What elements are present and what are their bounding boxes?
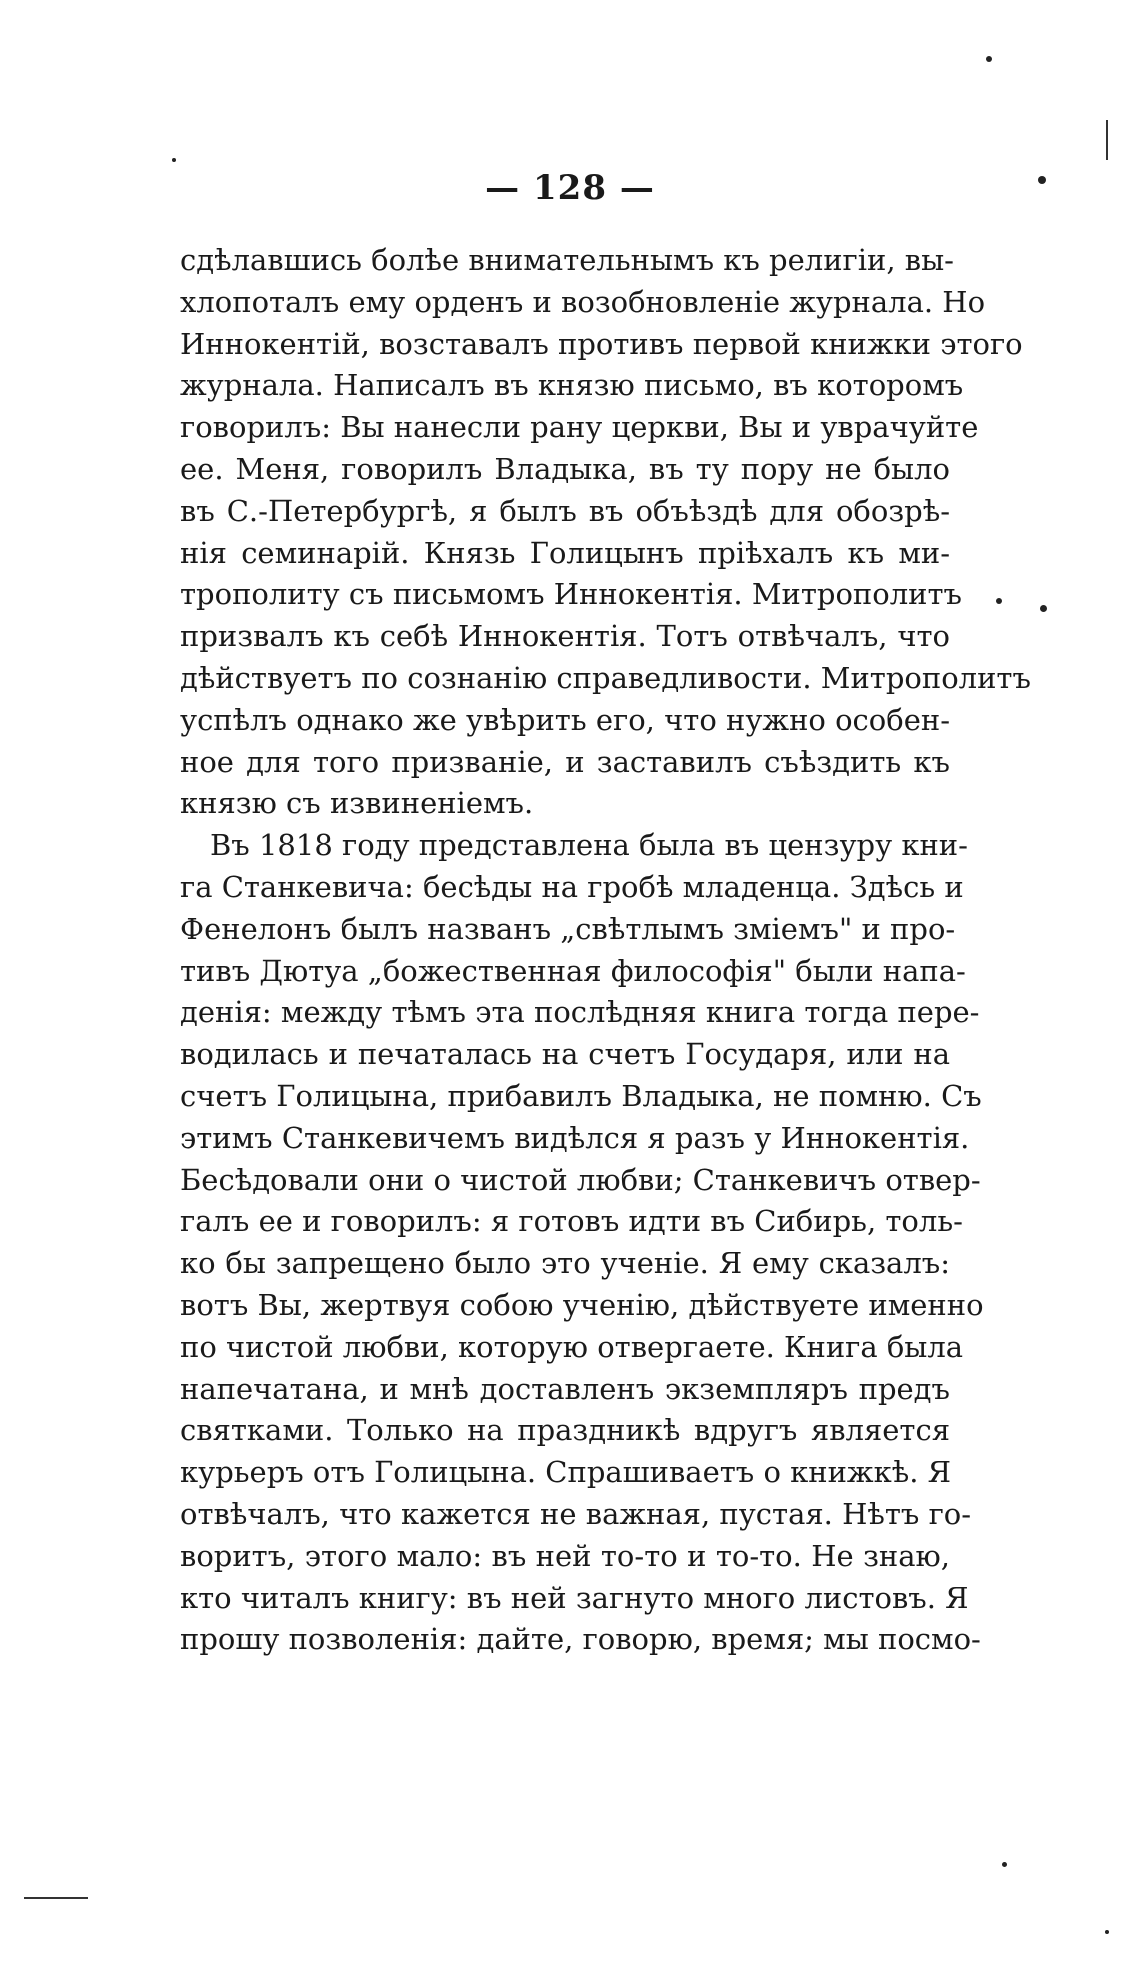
text-line: дѣйствуетъ по сознанію справедливости. Митрополитъ [180, 660, 1031, 695]
text-line: Въ 1818 году представлена была въ цензуру кни- [210, 828, 968, 863]
scan-speck [1038, 176, 1046, 184]
text-line: святками. Только на праздникѣ вдругъ является [180, 1413, 950, 1448]
text-line: водилась и печаталась на счетъ Государя, или на [180, 1037, 950, 1072]
text-line: въ С.-Петербургѣ, я былъ въ объѣздѣ для обозрѣ- [180, 493, 950, 528]
text-line: курьеръ отъ Голицына. Спрашиваетъ о книжкѣ. Я [180, 1455, 952, 1490]
text-line: говорилъ: Вы нанесли рану церкви, Вы и уврачуйте [180, 410, 979, 445]
text-line: хлопоталъ ему орденъ и возобновленіе журнала. Но [180, 284, 986, 319]
text-line: призвалъ къ себѣ Иннокентія. Тотъ отвѣчалъ, что [180, 619, 950, 654]
text-line: воритъ, этого мало: въ ней то-то и то-то. Не знаю, [180, 1538, 950, 1573]
page-number: — 128 — [485, 168, 655, 208]
text-line: тивъ Дютуа „божественная философія" были напа- [180, 953, 966, 988]
text-line: ко бы запрещено было это ученіе. Я ему сказалъ: [180, 1246, 950, 1281]
text-line: Фенелонъ былъ названъ „свѣтлымъ змiемъ" и про- [180, 911, 956, 946]
text-line: ее. Меня, говорилъ Владыка, въ ту пору не было [180, 451, 950, 486]
text-line: га Станкевича: бесѣды на гробѣ младенца. Здѣсь и [180, 869, 964, 904]
text-line: князю съ извиненіемъ. [180, 786, 534, 821]
scan-speck [986, 56, 992, 62]
text-line: кто читалъ книгу: въ ней загнуто много листовъ. Я [180, 1580, 969, 1615]
text-line: галъ ее и говорилъ: я готовъ идти въ Сибирь, толь- [180, 1204, 963, 1239]
body-text [180, 240, 1031, 1661]
text-line: счетъ Голицына, прибавилъ Владыка, не помню. Съ [180, 1078, 982, 1113]
text-line: денія: между тѣмъ эта послѣдняя книга тогда пере- [180, 995, 980, 1030]
text-line: Иннокентій, возставалъ противъ первой книжки этого [180, 326, 1023, 361]
text-line: сдѣлавшись болѣе внимательнымъ къ религіи, вы- [180, 243, 954, 277]
text-line: этимъ Станкевичемъ видѣлся я разъ у Иннокентія. [180, 1120, 970, 1155]
scan-edge-mark [1106, 120, 1108, 160]
text-line: ное для того призваніе, и заставилъ съѣздить къ [180, 744, 950, 779]
text-line: нія семинарій. Князь Голицынъ пріѣхалъ къ ми- [180, 535, 950, 570]
text-line: прошу позволенія: дайте, говорю, время; мы посмо- [180, 1622, 981, 1657]
scan-speck [1105, 1930, 1109, 1934]
scan-edge-mark [24, 1897, 88, 1899]
text-line: напечатана, и мнѣ доставленъ экземпляръ предъ [180, 1371, 950, 1406]
text-line: трополиту съ письмомъ Иннокентія. Митрополитъ [180, 577, 962, 612]
text-line: журнала. Написалъ въ князю письмо, въ которомъ [180, 368, 964, 403]
text-line: успѣлъ однако же увѣрить его, что нужно особен- [180, 702, 950, 737]
text-line: Бесѣдовали они о чистой любви; Станкевичъ отвер- [180, 1162, 981, 1197]
scan-speck [1002, 1862, 1007, 1867]
text-line: отвѣчалъ, что кажется не важная, пустая. Нѣтъ го- [180, 1496, 972, 1531]
text-line: вотъ Вы, жертвуя собою ученію, дѣйствуете именно [180, 1287, 984, 1322]
scan-speck [172, 158, 176, 162]
scan-speck [996, 598, 1002, 604]
text-line: по чистой любви, которую отвергаете. Книга была [180, 1329, 964, 1364]
scan-speck [1040, 605, 1047, 612]
